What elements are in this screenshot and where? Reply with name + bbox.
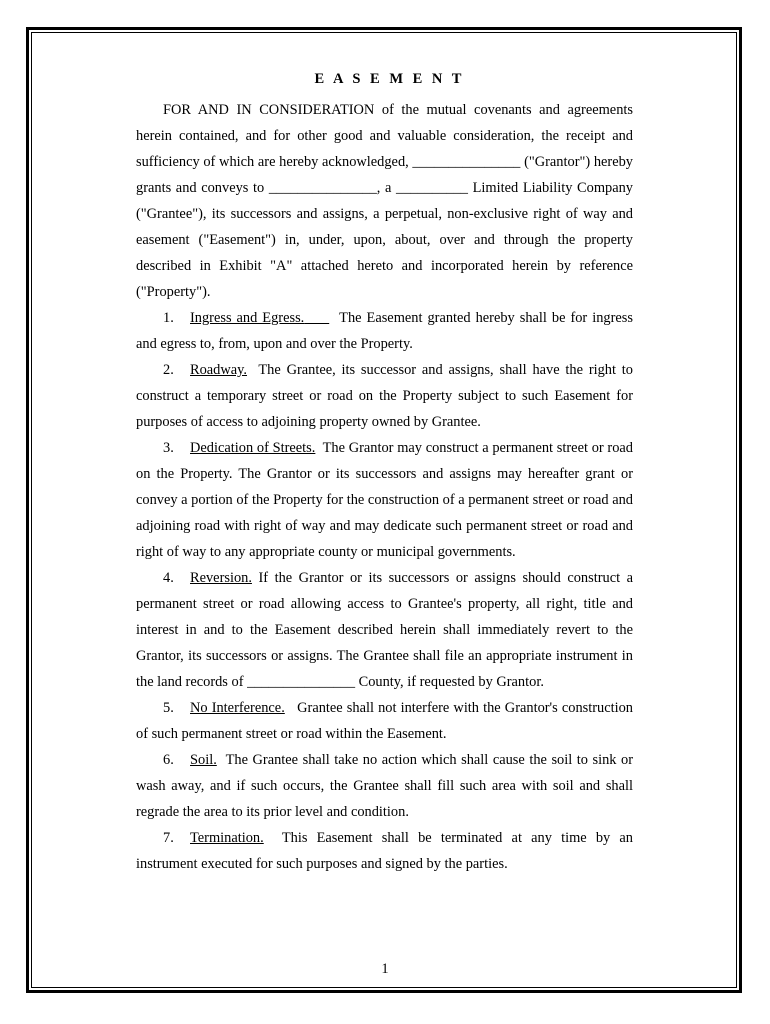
section-number: 4.: [163, 570, 174, 586]
section-heading: No Interference.: [190, 700, 285, 716]
section-1: [136, 305, 633, 357]
section-text: The Grantor may construct a permanent street or road on the Property. The Grantor or its successors and assigns may hereafter grant or convey a portion of the Property for the construction of a permanent street or road and adjoining road with right of way and may dedicate such permanent street or road and right of way to any appropriate county or municipal governments.: [136, 440, 633, 560]
section-text: If the Grantor or its successors or assigns should construct a permanent street or road allowing access to Grantee's property, all right, title and interest in and to the Easement described herein shall immediately revert to the Grantor, its successors or assigns. The Grantee shall file an appropriate instrument in the land records of _______________ County, if requested by Grantor.: [136, 570, 633, 690]
section-number: 2.: [163, 362, 174, 378]
section-heading: Dedication of Streets.: [190, 440, 316, 456]
section-text: This Easement shall be terminated at any time by an instrument executed for such purposes and signed by the parties.: [136, 830, 633, 872]
section-heading: Reversion.: [190, 570, 252, 586]
section-number: 3.: [163, 440, 174, 456]
section-heading: Roadway.: [190, 362, 248, 378]
document-body: [136, 60, 633, 877]
section-2: [136, 357, 633, 435]
section-7: [136, 825, 633, 877]
section-5: [136, 695, 633, 747]
section-number: 6.: [163, 752, 174, 768]
page-number: 1: [381, 961, 389, 977]
section-number: 7.: [163, 830, 174, 846]
section-heading: Ingress and Egress.: [190, 310, 305, 326]
intro-paragraph: FOR AND IN CONSIDERATION of the mutual covenants and agreements herein contained, and for other good and valuable consideration, the receipt and sufficiency of which are hereby acknowledged, _______________ ("Grantor") hereby grants and conveys to _______________, a __________ Limited Liability Company ("Grantee"), its successors and assigns, a perpetual, non-exclusive right of way and easement ("Easement") in, under, upon, about, over and through the property described in Exhibit "A" attached hereto and incorporated herein by reference ("Property").: [136, 102, 633, 300]
section-number: 1.: [163, 310, 174, 326]
section-text: The Grantee shall take no action which shall cause the soil to sink or wash away, and if such occurs, the Grantee shall fill such area with soil and shall regrade the area to its prior level and condition.: [136, 752, 633, 820]
section-text: Grantee shall not interfere with the Grantor's construction of such permanent street or road within the Easement.: [136, 700, 634, 742]
document-title: E A S E M E N T: [314, 71, 465, 87]
section-heading: Termination.: [190, 830, 264, 846]
section-heading: Soil.: [190, 752, 217, 768]
section-6: [136, 747, 633, 825]
section-3: [136, 435, 633, 565]
section-text: The Easement granted hereby shall be for ingress and egress to, from, upon and over the Property.: [136, 310, 633, 352]
section-text: The Grantee, its successor and assigns, shall have the right to construct a temporary street or road on the Property subject to such Easement for purposes of access to adjoining property owned by Grantee.: [136, 362, 634, 430]
section-4: [136, 565, 633, 695]
section-number: 5.: [163, 700, 174, 716]
